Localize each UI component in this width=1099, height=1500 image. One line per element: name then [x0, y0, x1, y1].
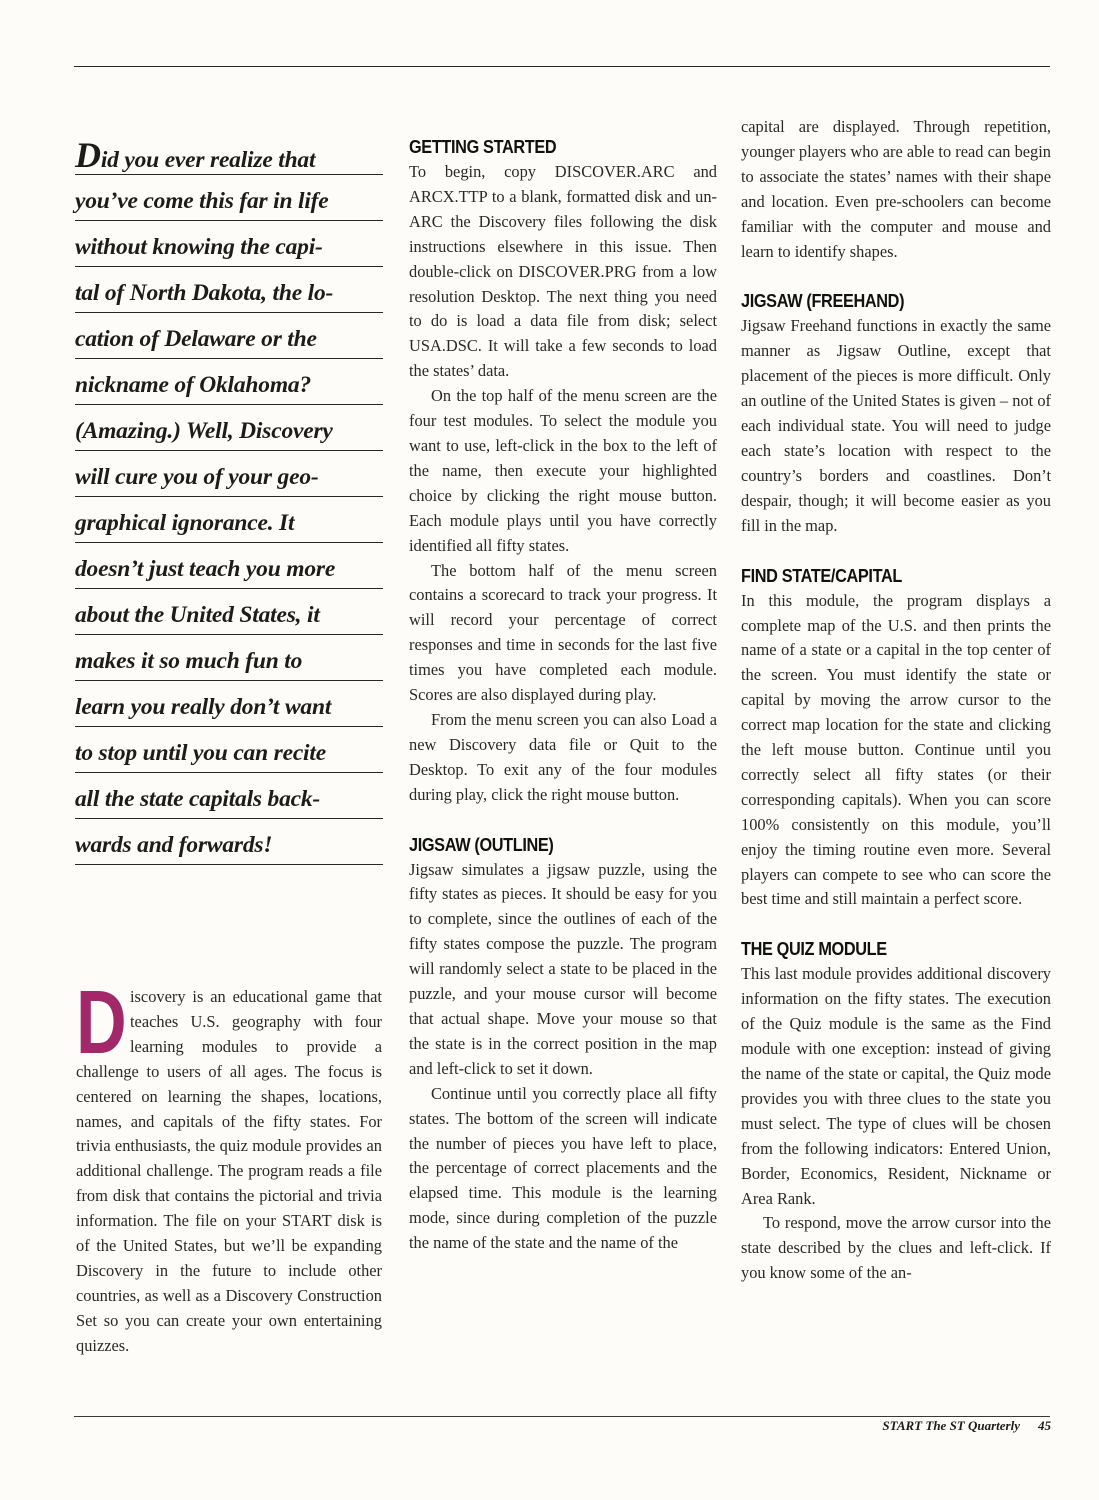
pull-quote-line: learn you really don’t want: [75, 682, 383, 727]
pull-quote-line: all the state capitals back-: [75, 774, 383, 819]
pull-quote-line: (Amazing.) Well, Discovery: [75, 406, 383, 451]
pull-quote-line: graphical ignorance. It: [75, 498, 383, 543]
pull-quote-line: to stop until you can recite: [75, 728, 383, 773]
body-paragraph: To begin, copy DISCOVER.ARC and ARCX.TTP to a blank, formatted disk and un-ARC the Discovery files following the disk instructions elsewhere in this issue. Then double-click on DISCOVER.PRG from a low resolution Desktop. The next thing you need to do is load a data file from disk; select USA.DSC. It will take a few seconds to load the states’ data.: [409, 162, 717, 381]
section-heading-quiz-module: THE QUIZ MODULE: [741, 938, 887, 960]
top-rule: [74, 66, 1050, 67]
pull-quote-line: nickname of Oklahoma?: [75, 360, 383, 405]
section-heading-jigsaw-outline: JIGSAW (OUTLINE): [409, 833, 554, 855]
pull-quote: [75, 130, 383, 865]
page-footer: [882, 1418, 1051, 1436]
magazine-name: START The ST Quarterly: [882, 1418, 1020, 1433]
pull-quote-line: about the United States, it: [75, 590, 383, 635]
pull-quote-dropcap: D: [75, 135, 101, 175]
pull-quote-line: tal of North Dakota, the lo-: [75, 268, 383, 313]
section-heading-find-state: FIND STATE/CAPITAL: [741, 564, 902, 586]
intro-paragraph: Discovery is an educational game that teaches U.S. geography with four learning modules to provide a challenge to users of all ages. The focus is centered on learning the shapes, locations, names, and capitals of the fifty states. For trivia enthusiasts, the quiz module provides an additional challenge. The program reads a file from disk that contains the pictorial and trivia information. The file on your START disk is of the United States, but we’ll be expanding Discovery in the future to include other countries, as well as a Discovery Construction Set so you can create your own entertaining quizzes.: [76, 973, 382, 1355]
body-paragraph: Continue until you correctly place all fifty states. The bottom of the screen will indicate the number of pieces you have left to place, the percentage of correct placements and the elapsed time. This module is the learning mode, since during completion of the puzzle the name of the state and the name of the: [409, 1083, 717, 1253]
intro-dropcap: D: [76, 973, 127, 1073]
pull-quote-line: without knowing the capi-: [75, 222, 383, 267]
body-paragraph: Jigsaw simulates a jigsaw puzzle, using the fifty states as pieces. It should be easy for you to complete, since the outlines of each of the fifty states compose the puzzle. The program will randomly select a state to be placed in the puzzle, and your mouse cursor will become that actual shape. Move your mouse so that the state is in the correct position in the map and left-click to set it down.: [409, 859, 717, 1078]
article-column-2: [409, 134, 717, 1256]
pull-quote-line: you’ve come this far in life: [75, 176, 383, 221]
body-paragraph-continued: capital are displayed. Through repetition, younger players who are able to read can begin to associate the states’ names with their shape and location. Even pre-schoolers can become familiar with the computer and mouse and learn to identify shapes.: [741, 117, 1051, 261]
page-number: 45: [1038, 1418, 1051, 1433]
body-paragraph: Jigsaw Freehand functions in exactly the same manner as Jigsaw Outline, except that placement of the pieces is more difficult. Only an outline of the United States is given – not of each individual state. You will need to judge each state’s location with respect to the country’s borders and coastlines. Don’t despair, though; it will become easier as you fill in the map.: [741, 316, 1051, 535]
bottom-rule: [74, 1416, 1050, 1417]
body-paragraph: In this module, the program displays a complete map of the U.S. and then prints the name of a state or a capital in the top center of the screen. You must identify the state or capital by moving the arrow cursor to the correct map location for the state and clicking the left mouse button. Continue until you correctly select all fifty states (or their corresponding capitals). When you can score 100% consistently on this module, you’ll enjoy the timing routine even more. Several players can compete to see who can score the best time and still maintain a perfect score.: [741, 590, 1051, 909]
body-paragraph: To respond, move the arrow cursor into the state described by the clues and left-click. If you know some of the an-: [741, 1213, 1051, 1283]
article-column-3: [741, 115, 1051, 1286]
body-paragraph: From the menu screen you can also Load a new Discovery data file or Quit to the Desktop. To exit any of the four modules during play, click the right mouse button.: [409, 709, 717, 804]
body-paragraph: On the top half of the menu screen are the four test modules. To select the module you want to use, left-click in the box to the left of the name, then execute your highlighted choice by clicking the right mouse button. Each module plays until you have correctly identified all fifty states.: [409, 386, 717, 555]
pull-quote-line: will cure you of your geo-: [75, 452, 383, 497]
body-paragraph: This last module provides additional discovery information on the fifty states. The execution of the Quiz module is the same as the Find module with one exception: instead of giving the name of the state or capital, the Quiz mode provides you with three clues to the state you must select. The type of clues will be chosen from the following indicators: Entered Union, Border, Economics, Resident, Nickname or Area Rank.: [741, 964, 1051, 1208]
body-paragraph: The bottom half of the menu screen contains a scorecard to track your progress. It will record your percentage of correct responses and time in seconds for the last five times you have completed each module. Scores are also displayed during play.: [409, 560, 717, 705]
pull-quote-line: cation of Delaware or the: [75, 314, 383, 359]
pull-quote-line: wards and forwards!: [75, 820, 383, 865]
pull-quote-line: doesn’t just teach you more: [75, 544, 383, 589]
section-heading-jigsaw-freehand: JIGSAW (FREEHAND): [741, 290, 905, 312]
pull-quote-line: makes it so much fun to: [75, 636, 383, 681]
intro-column: [76, 973, 382, 1359]
section-heading-getting-started: GETTING STARTED: [409, 136, 557, 157]
pull-quote-line: Did you ever realize that: [75, 130, 383, 175]
